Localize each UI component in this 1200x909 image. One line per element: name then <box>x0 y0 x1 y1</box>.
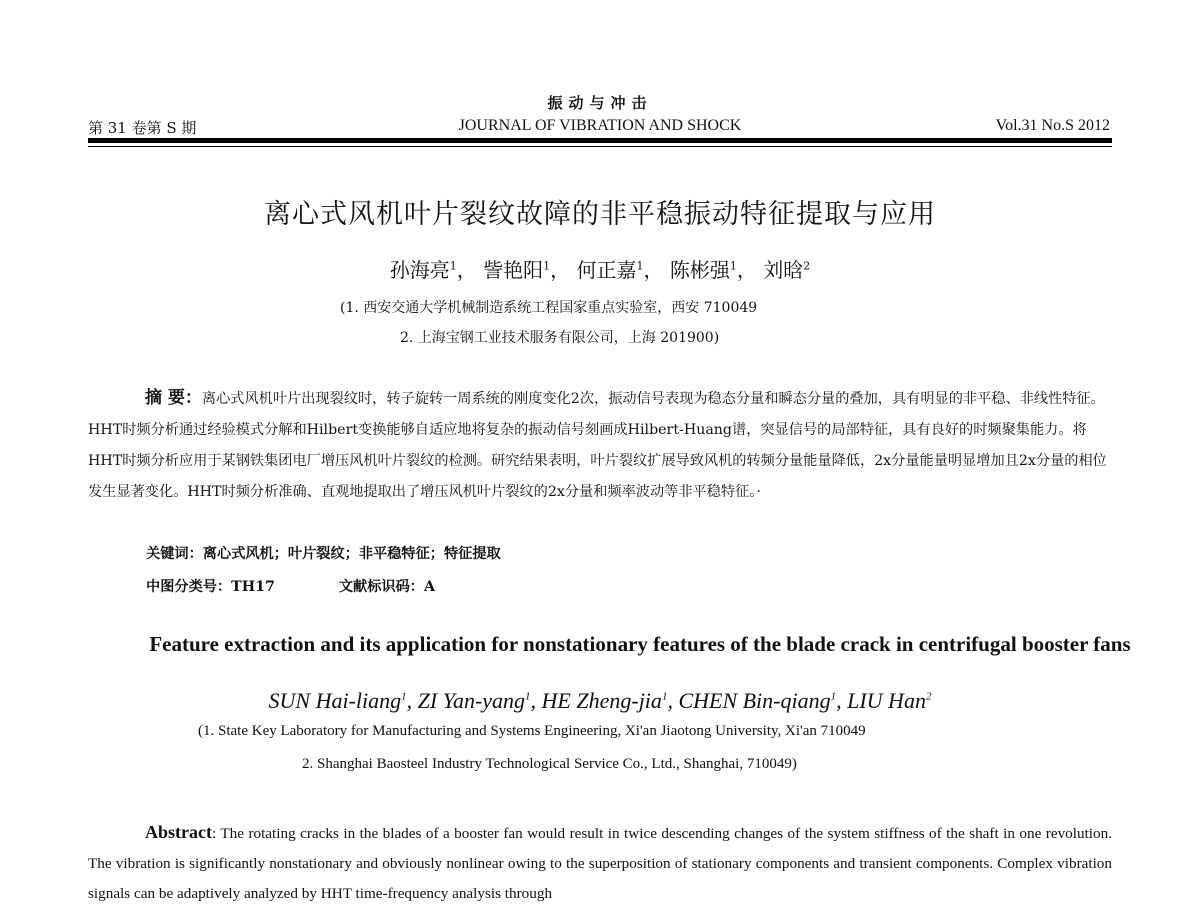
keywords-label: 关键词： <box>146 546 203 562</box>
affiliation-cn-2: 2. 上海宝钢工业技术服务有限公司，上海 201900) <box>400 330 720 346</box>
author-name: 何正嘉 <box>576 258 637 282</box>
author-name: 孙海亮 <box>389 258 450 282</box>
keywords-cn <box>146 543 501 563</box>
paper-title-cn: 离心式风机叶片裂纹故障的非平稳振动特征提取与应用 <box>264 199 936 230</box>
author-affiliation-marker: 1 <box>636 259 644 273</box>
author-list-en: SUN Hai-liang$^1$, ZI Yan-yang$^1$, HE Zheng-jia$^1$, CHEN Bin-qiang$^1$, LIU Han$^2$ <box>268 688 932 713</box>
author-name-en: HE Zheng-jia <box>541 688 662 713</box>
clc-value: TH17 <box>231 579 275 595</box>
abstract-en-label: Abstract <box>145 822 212 842</box>
affiliation-en-1: (1. State Key Laboratory for Manufacturing and Systems Engineering, Xi'an Jiaotong University, Xi'an 710049 <box>198 723 866 739</box>
author-name-en: CHEN Bin-qiang <box>678 688 831 713</box>
author-affiliation-marker: 1 <box>449 259 457 273</box>
author-affiliation-marker: 2 <box>803 259 811 273</box>
author-name-en: ZI Yan-yang <box>417 688 526 713</box>
journal-name-en: JOURNAL OF VIBRATION AND SHOCK <box>458 117 742 134</box>
author-affiliation-marker: 1 <box>661 690 668 703</box>
journal-name-cn: 振动与冲击 <box>547 94 653 112</box>
author-name: 陈彬强 <box>669 258 730 282</box>
header-rule-thin <box>88 146 1112 147</box>
author-name: 刘晗 <box>763 258 804 282</box>
author-affiliation-marker: 1 <box>525 690 531 703</box>
volume-issue-en: Vol.31 No.S 2012 <box>995 117 1110 134</box>
abstract-cn-label: 摘 要： <box>145 388 202 408</box>
author-name: 訾艳阳 <box>483 258 544 282</box>
volume-issue-cn: 第 31 卷第 S 期 <box>88 119 197 137</box>
author-affiliation-marker: 1 <box>543 259 551 273</box>
classification-line <box>146 576 435 596</box>
abstract-en <box>88 817 1112 909</box>
author-name-en: SUN Hai-liang <box>268 688 402 713</box>
author-list-cn: 孙海亮$^1$， 訾艳阳$^1$， 何正嘉$^1$， 陈彬强$^1$， 刘晗$^2$ <box>389 258 811 282</box>
author-name-en: LIU Han <box>847 688 926 713</box>
clc-label: 中图分类号： <box>146 579 232 595</box>
doc-code-value: A <box>424 579 436 595</box>
affiliation-cn-1: (1. 西安交通大学机械制造系统工程国家重点实验室，西安 710049 <box>340 300 758 316</box>
abstract-en-text: : The rotating cracks in the blades of a booster fan would result in twice descending changes of the system stiffness of the shaft in one revolution. The vibration is significantly nonstationary and obviously nonlinear owing to the superposition of stationary components and transient components. Complex vibration signals can be adaptively analyzed by HHT time-frequency analysis through <box>88 825 1112 902</box>
paper-title-en: Feature extraction and its application for nonstationary features of the blade crack in centrifugal booster fans <box>149 632 1131 656</box>
author-affiliation-marker: 1 <box>729 259 737 273</box>
author-affiliation-marker: 2 <box>925 690 932 703</box>
author-affiliation-marker: 1 <box>401 690 407 703</box>
keywords-text: 离心式风机；叶片裂纹；非平稳特征；特征提取 <box>202 546 501 562</box>
affiliation-en-2: 2. Shanghai Baosteel Industry Technological Service Co., Ltd., Shanghai, 710049) <box>302 756 797 772</box>
doc-code-label: 文献标识码： <box>338 579 424 595</box>
author-affiliation-marker: 1 <box>830 690 837 703</box>
header-rule-thick <box>88 138 1112 143</box>
abstract-cn <box>88 383 1112 508</box>
abstract-cn-text: 离心式风机叶片出现裂纹时，转子旋转一周系统的刚度变化2次，振动信号表现为稳态分量和瞬态分量的叠加，具有明显的非平稳、非线性特征。HHT时频分析通过经验模式分解和Hilbert变换能够自适应地将复杂的振动信号刻画成Hilbert-Huang谱，突显信号的局部特征，具有良好的时频聚集能力。将HHT时频分析应用于某钢铁集团电厂增压风机叶片裂纹的检测。研究结果表明，叶片裂纹扩展导致风机的转频分量能量降低，2x分量能量明显增加且2x分量的相位发生显著变化。HHT时频分析准确、直观地提取出了增压风机叶片裂纹的2x分量和频率波动等非平稳特征。· <box>88 391 1107 500</box>
